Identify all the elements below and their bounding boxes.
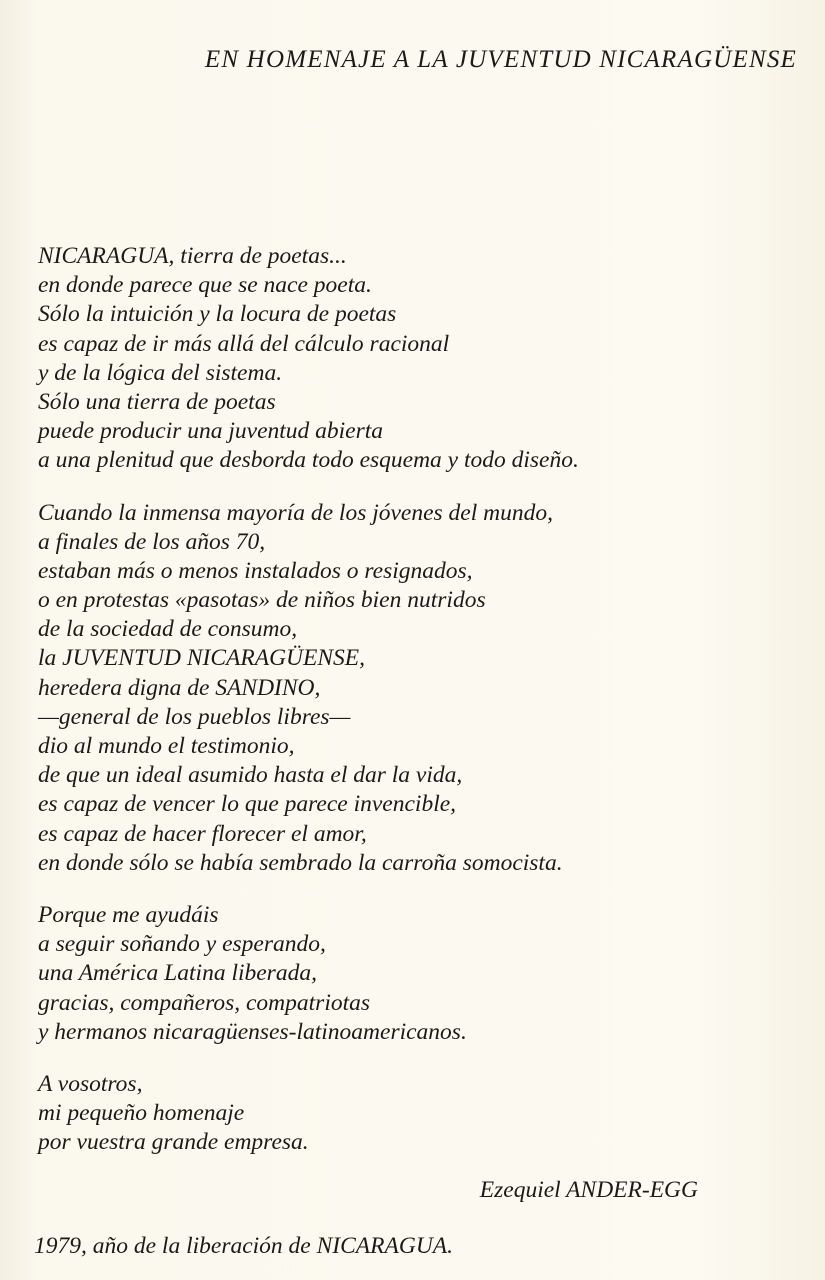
poem-line: por vuestra grande empresa.	[38, 1129, 309, 1156]
poem-line: una América Latina liberada,	[38, 960, 317, 987]
stanza-2	[38, 499, 798, 878]
poem-line: Porque me ayudáis	[38, 901, 219, 928]
poem-line: en donde parece que se nace poeta.	[38, 272, 372, 299]
poem-line: la JUVENTUD NICARAGÜENSE,	[38, 645, 366, 672]
poem-line: a una plenitud que desborda todo esquema y todo diseño.	[38, 447, 579, 474]
poem	[38, 242, 798, 1157]
poem-line: —general de los pueblos libres—	[38, 703, 351, 730]
poem-line: Sólo la intuición y la locura de poetas	[38, 301, 397, 328]
poem-line: A vosotros,	[38, 1070, 143, 1097]
author-signature: Ezequiel ANDER-EGG	[479, 1177, 698, 1203]
poem-line: a seguir soñando y esperando,	[38, 931, 326, 958]
poem-line: es capaz de ir más allá del cálculo racional	[38, 330, 450, 357]
poem-line: y hermanos nicaragüenses-latinoamericanos.	[38, 1018, 467, 1045]
poem-line: a finales de los años 70,	[38, 528, 266, 555]
poem-line: NICARAGUA, tierra de poetas...	[38, 243, 347, 269]
dateline: 1979, año de la liberación de NICARAGUA.	[34, 1233, 454, 1259]
poem-line: heredera digna de SANDINO,	[38, 674, 321, 701]
poem-line: mi pequeño homenaje	[38, 1100, 245, 1127]
poem-line: Cuando la inmensa mayoría de los jóvenes del mundo,	[38, 499, 553, 526]
poem-line: de la sociedad de consumo,	[38, 616, 298, 643]
poem-line: gracias, compañeros, compatriotas	[38, 989, 371, 1016]
poem-line: es capaz de vencer lo que parece invencible,	[38, 791, 457, 818]
stanza-4	[38, 1070, 798, 1158]
dedication-heading: EN HOMENAJE A LA JUVENTUD NICARAGÜENSE	[204, 46, 797, 73]
poem-line: Sólo una tierra de poetas	[38, 388, 276, 415]
poem-line: puede producir una juventud abierta	[38, 418, 384, 445]
poem-line: es capaz de hacer florecer el amor,	[38, 820, 367, 847]
poem-line: en donde sólo se había sembrado la carroña somocista.	[38, 849, 563, 876]
poem-line: dio al mundo el testimonio,	[38, 733, 295, 759]
stanza-1	[38, 242, 798, 476]
stanza-3	[38, 901, 798, 1047]
poem-line: de que un ideal asumido hasta el dar la vida,	[38, 762, 463, 789]
poem-line: y de la lógica del sistema.	[38, 359, 283, 386]
poem-line: estaban más o menos instalados o resignados,	[38, 557, 473, 584]
poem-line: o en protestas «pasotas» de niños bien nutridos	[38, 587, 486, 614]
